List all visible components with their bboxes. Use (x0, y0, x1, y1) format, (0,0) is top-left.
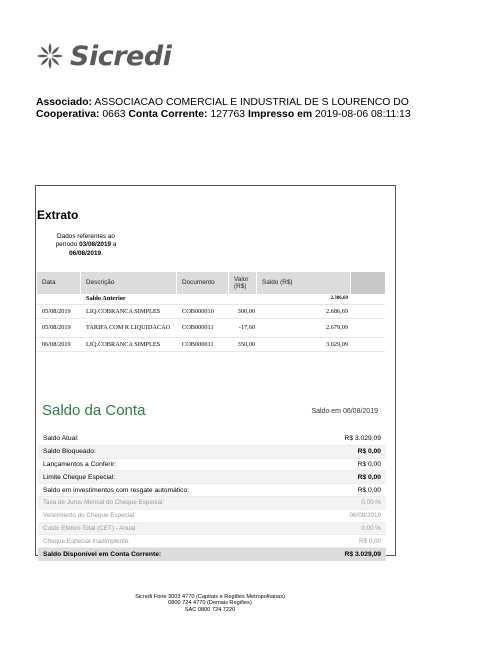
summary-row-cet (38, 523, 386, 536)
cell-documento: COB000011 (182, 340, 214, 348)
column-header-valor: Valor (R$) (229, 272, 257, 294)
cell-documento: COB000011 (182, 324, 214, 332)
associado-value: ASSOCIACAO COMERCIAL E INDUSTRIAL DE S LOURENCO DO (94, 97, 409, 108)
column-header-filler (351, 272, 385, 294)
cell-valor: 350,00 (237, 340, 255, 348)
summary-label: Saldo Atual: (43, 435, 79, 443)
periodo-prefix: Dados referentes ao período (55, 233, 115, 249)
sicredi-logo-icon (36, 41, 64, 71)
summary-value: R$ 0,00 (357, 486, 381, 494)
cell-saldo: 3.029,09 (325, 340, 348, 348)
summary-value: 0,00 % (361, 524, 381, 532)
summary-label: Cheque Especial Inadimplente: (43, 537, 131, 545)
cell-saldo: 2.679,09 (325, 324, 348, 332)
summary-value: R$ 0,00 (357, 448, 381, 456)
summary-row-taxa-juros (38, 497, 386, 510)
summary-row-investimentos (38, 484, 386, 497)
cell-saldo: 2.386,69 (330, 296, 348, 302)
conta-value: 127763 (210, 109, 246, 120)
cooperativa-label: Cooperativa: (36, 109, 100, 120)
total-value: R$ 3.029,09 (344, 551, 381, 559)
summary-value: R$ 3.029,09 (344, 435, 381, 443)
periodo-text (46, 233, 126, 258)
column-header-documento: Documento (177, 272, 229, 294)
cell-documento: COB000010 (182, 307, 214, 315)
periodo-mid: a (112, 241, 117, 249)
conta-label: Conta Corrente: (128, 109, 208, 120)
column-header-data: Data (37, 272, 81, 294)
page-footer (0, 594, 420, 613)
summary-row-total (38, 548, 386, 561)
cell-data: 05/08/2019 (42, 324, 71, 332)
summary-value: 0,00 % (361, 499, 381, 507)
column-header-saldo: Saldo (R$) (257, 272, 351, 294)
cell-data: 06/08/2019 (42, 340, 71, 348)
associado-line (36, 97, 411, 109)
summary-value: R$ 0,00 (358, 537, 381, 545)
cell-saldo: 2.686,69 (325, 307, 348, 315)
cooperativa-line (36, 109, 411, 121)
summary-row-saldo-atual (38, 433, 386, 446)
impresso-label: Impresso em (247, 109, 313, 120)
statement-table-header (37, 272, 385, 294)
footer-line: 0800 724 4770 (Demais Regiões) (168, 600, 252, 607)
cell-descricao: TARIFA COM R LIQUIDACAO (86, 324, 171, 332)
balance-summary (38, 433, 386, 561)
total-label: Saldo Disponível em Conta Corrente: (43, 551, 162, 559)
cell-valor: -17,60 (238, 324, 255, 332)
cell-descricao: LIQ.COBRANCA SIMPLES (86, 307, 161, 315)
summary-row-limite-cheque (38, 471, 386, 484)
cell-descricao: LIQ.COBRANCA SIMPLES (86, 340, 161, 348)
account-header (36, 97, 411, 121)
summary-label: Taxa de Juros Mensal do Cheque Especial: (43, 499, 165, 507)
saldo-title: Saldo da Conta (42, 402, 146, 419)
summary-row-lancamentos (38, 459, 386, 472)
column-header-descricao: Descrição (81, 272, 177, 294)
extrato-title: Extrato (37, 208, 79, 222)
logo-text: Sicredi (70, 40, 172, 72)
summary-label: Lançamentos a Conferir: (43, 460, 117, 468)
sicredi-logo (36, 40, 171, 72)
summary-value: R$ 0,00 (357, 460, 381, 468)
summary-label: Limite Cheque Especial: (43, 473, 116, 481)
table-row (37, 339, 385, 352)
table-row-saldo-anterior (37, 295, 385, 305)
table-row (37, 306, 385, 319)
cell-data: 05/08/2019 (42, 307, 71, 315)
impresso-value: 2019-08-06 08:11:13 (314, 109, 411, 120)
associado-label: Associado: (36, 97, 93, 108)
cell-valor: 300,00 (237, 307, 255, 315)
footer-line: SAC 0800 724 7220 (184, 606, 236, 613)
statement-panel (35, 185, 396, 559)
saldo-date: Saldo em 06/08/2019 (311, 408, 378, 415)
summary-label: Vencimento do Cheque Especial: (43, 512, 136, 520)
cell-descricao: Saldo Anterior (86, 295, 126, 303)
summary-row-saldo-bloqueado (38, 446, 386, 459)
summary-row-inadimplente (38, 535, 386, 548)
table-row (37, 320, 385, 338)
periodo-start: 03/08/2019 (79, 241, 112, 249)
summary-label: Custo Efetivo Total (CET) - Anual: (43, 524, 138, 532)
summary-label: Saldo em investimentos com resgate automático: (43, 486, 190, 494)
cooperativa-value: 0663 (102, 109, 126, 120)
periodo-end: 06/08/2019 (69, 249, 102, 257)
summary-value: R$ 0,00 (357, 473, 381, 481)
summary-value: 06/08/2019 (349, 512, 381, 520)
summary-row-vencimento (38, 510, 386, 523)
footer-line: Sicredi Fone 3003 4770 (Capitais e Regiões Metropolitanas) (135, 594, 285, 600)
summary-label: Saldo Bloqueado: (43, 448, 96, 456)
periodo-suffix: . (101, 249, 103, 257)
